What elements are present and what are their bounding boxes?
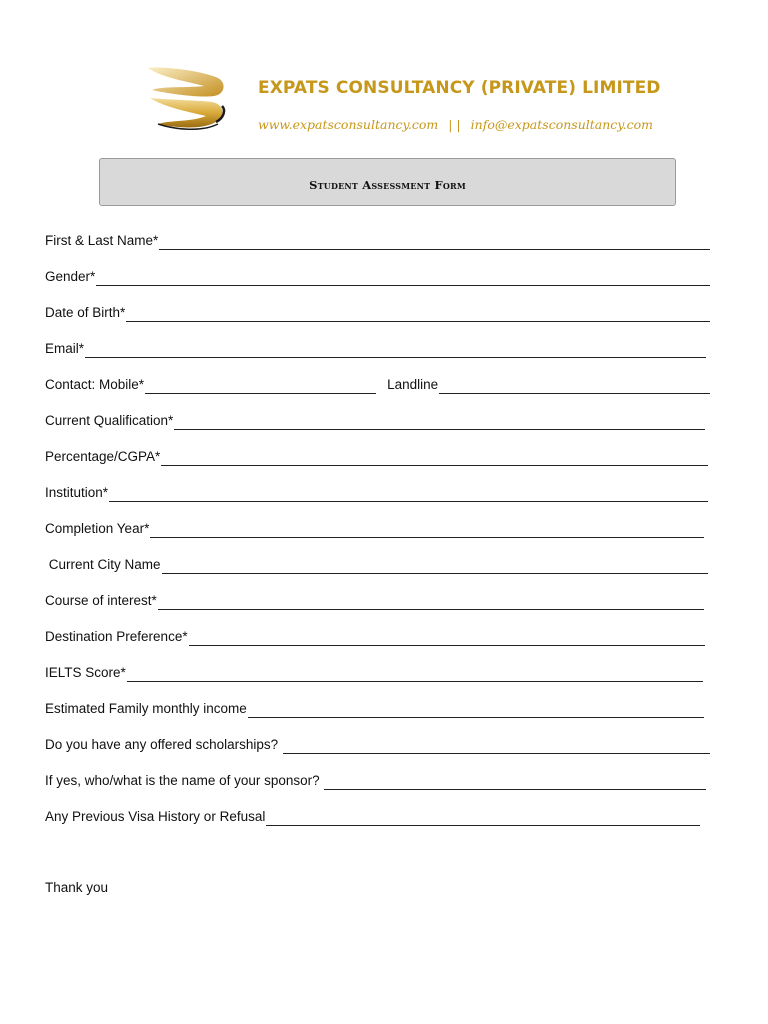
field-name (45, 230, 710, 250)
field-destination (45, 626, 705, 646)
field-scholarships (45, 734, 710, 754)
field-email (45, 338, 706, 358)
institution-input-line[interactable] (109, 485, 708, 502)
separator: | | (448, 117, 461, 132)
form-title-box (99, 158, 676, 206)
ielts-input-line[interactable] (127, 665, 703, 682)
field-label: Any Previous Visa History or Refusal (45, 809, 266, 824)
field-label: IELTS Score* (45, 665, 126, 680)
field-label: Institution* (45, 485, 109, 500)
field-course (45, 590, 704, 610)
field-label: Current Qualification* (45, 413, 174, 428)
city-input-line[interactable] (162, 557, 708, 574)
destination-input-line[interactable] (189, 629, 705, 646)
name-input-line[interactable] (159, 233, 710, 250)
contact-line (258, 117, 653, 132)
field-label: Completion Year* (45, 521, 150, 536)
field-city (45, 554, 708, 574)
field-ielts (45, 662, 703, 682)
sponsor-input-line[interactable] (324, 773, 706, 790)
field-label: Date of Birth* (45, 305, 126, 320)
closing-text: Thank you (45, 880, 109, 895)
field-label: Current City Name (45, 557, 161, 572)
field-label: Do you have any offered scholarships? (45, 737, 282, 752)
letterhead (0, 0, 768, 150)
email-link[interactable]: info@expatsconsultancy.com (470, 117, 654, 132)
field-income (45, 698, 704, 718)
gender-input-line[interactable] (96, 269, 710, 286)
field-gender (45, 266, 710, 286)
field-dob (45, 302, 710, 322)
dob-input-line[interactable] (126, 305, 710, 322)
field-label: Gender* (45, 269, 96, 284)
field-label: Landline (387, 377, 439, 392)
completion-year-input-line[interactable] (150, 521, 704, 538)
percentage-input-line[interactable] (161, 449, 708, 466)
field-label: Email* (45, 341, 85, 356)
field-visa-history (45, 806, 700, 826)
landline-input-line[interactable] (439, 377, 710, 394)
field-label: Percentage/CGPA* (45, 449, 161, 464)
field-completion-year (45, 518, 704, 538)
field-qualification (45, 410, 705, 430)
field-label: If yes, who/what is the name of your sponsor? (45, 773, 324, 788)
scholarships-input-line[interactable] (283, 737, 710, 754)
qualification-input-line[interactable] (174, 413, 705, 430)
website-link[interactable]: www.expatsconsultancy.com (258, 117, 439, 132)
field-sponsor (45, 770, 706, 790)
visa-history-input-line[interactable] (266, 809, 700, 826)
income-input-line[interactable] (248, 701, 704, 718)
field-percentage (45, 446, 708, 466)
field-contact (45, 374, 710, 394)
email-input-line[interactable] (85, 341, 706, 358)
field-label: Course of interest* (45, 593, 157, 608)
field-label: Destination Preference* (45, 629, 188, 644)
company-logo-icon (140, 64, 230, 136)
field-label: Contact: Mobile* (45, 377, 145, 392)
field-label: First & Last Name* (45, 233, 159, 248)
course-input-line[interactable] (158, 593, 704, 610)
field-institution (45, 482, 708, 502)
form-title: Student Assessment Form (309, 178, 466, 192)
mobile-input-line[interactable] (145, 377, 376, 394)
field-label: Estimated Family monthly income (45, 701, 247, 716)
company-name: EXPATS CONSULTANCY (PRIVATE) LIMITED (258, 78, 661, 98)
